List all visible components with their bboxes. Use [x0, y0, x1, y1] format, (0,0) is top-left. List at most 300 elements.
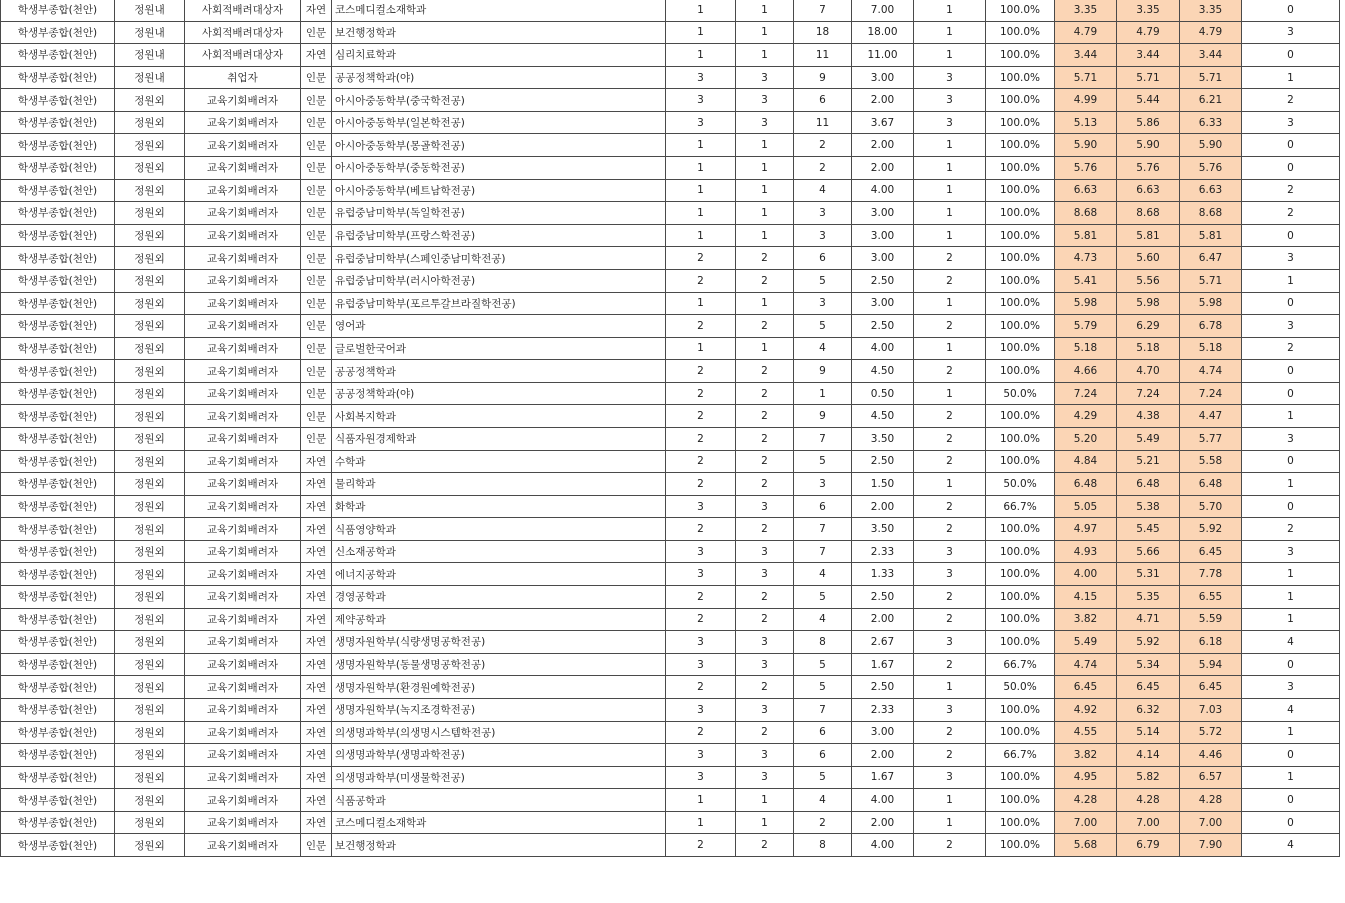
competition-rate-cell[interactable]: 4.50: [852, 405, 914, 428]
category-cell[interactable]: 교육기회배려자: [185, 518, 301, 541]
waitlist-cell[interactable]: 4: [1242, 834, 1340, 857]
grade-max-cell[interactable]: 4.47: [1180, 405, 1242, 428]
competition-rate-cell[interactable]: 2.50: [852, 450, 914, 473]
recruit-count-cell[interactable]: 2: [736, 315, 794, 338]
grade-avg-cell[interactable]: 7.00: [1117, 811, 1180, 834]
enrolled-cell[interactable]: 3: [914, 766, 986, 789]
grade-max-cell[interactable]: 6.78: [1180, 315, 1242, 338]
field-cell[interactable]: 자연: [301, 789, 332, 812]
field-cell[interactable]: 인문: [301, 179, 332, 202]
recruit-count-cell[interactable]: 1: [736, 789, 794, 812]
applicants-cell[interactable]: 3: [794, 292, 852, 315]
category-cell[interactable]: 교육기회배려자: [185, 473, 301, 496]
department-cell[interactable]: 의생명과학부(생명과학전공): [332, 744, 666, 767]
enroll-rate-cell[interactable]: 100.0%: [986, 269, 1055, 292]
recruit-count-cell[interactable]: 1: [736, 337, 794, 360]
quota-count-cell[interactable]: 2: [666, 247, 736, 270]
enrolled-cell[interactable]: 1: [914, 21, 986, 44]
recruit-count-cell[interactable]: 3: [736, 563, 794, 586]
recruit-count-cell[interactable]: 3: [736, 111, 794, 134]
applicants-cell[interactable]: 7: [794, 540, 852, 563]
quota-cell[interactable]: 정원외: [115, 179, 185, 202]
recruit-count-cell[interactable]: 1: [736, 44, 794, 67]
quota-count-cell[interactable]: 1: [666, 202, 736, 225]
applicants-cell[interactable]: 9: [794, 66, 852, 89]
field-cell[interactable]: 자연: [301, 473, 332, 496]
applicants-cell[interactable]: 3: [794, 473, 852, 496]
applicants-cell[interactable]: 7: [794, 0, 852, 21]
grade-avg-cell[interactable]: 5.34: [1117, 653, 1180, 676]
grade-max-cell[interactable]: 6.21: [1180, 89, 1242, 112]
enrolled-cell[interactable]: 3: [914, 540, 986, 563]
enroll-rate-cell[interactable]: 100.0%: [986, 66, 1055, 89]
field-cell[interactable]: 인문: [301, 269, 332, 292]
waitlist-cell[interactable]: 1: [1242, 586, 1340, 609]
grade-max-cell[interactable]: 3.35: [1180, 0, 1242, 21]
field-cell[interactable]: 인문: [301, 224, 332, 247]
enroll-rate-cell[interactable]: 50.0%: [986, 676, 1055, 699]
field-cell[interactable]: 인문: [301, 247, 332, 270]
grade-avg-cell[interactable]: 4.70: [1117, 360, 1180, 383]
grade-avg-cell[interactable]: 5.44: [1117, 89, 1180, 112]
field-cell[interactable]: 인문: [301, 405, 332, 428]
applicants-cell[interactable]: 11: [794, 44, 852, 67]
quota-cell[interactable]: 정원외: [115, 495, 185, 518]
enrolled-cell[interactable]: 2: [914, 360, 986, 383]
quota-count-cell[interactable]: 1: [666, 811, 736, 834]
grade-max-cell[interactable]: 5.77: [1180, 427, 1242, 450]
grade-max-cell[interactable]: 5.71: [1180, 269, 1242, 292]
grade-max-cell[interactable]: 6.18: [1180, 631, 1242, 654]
quota-count-cell[interactable]: 2: [666, 721, 736, 744]
grade-avg-cell[interactable]: 4.38: [1117, 405, 1180, 428]
competition-rate-cell[interactable]: 7.00: [852, 0, 914, 21]
field-cell[interactable]: 자연: [301, 44, 332, 67]
waitlist-cell[interactable]: 4: [1242, 631, 1340, 654]
admission-type-cell[interactable]: 학생부종합(천안): [1, 315, 115, 338]
category-cell[interactable]: 교육기회배려자: [185, 134, 301, 157]
enroll-rate-cell[interactable]: 100.0%: [986, 608, 1055, 631]
applicants-cell[interactable]: 7: [794, 518, 852, 541]
department-cell[interactable]: 아시아중동학부(일본학전공): [332, 111, 666, 134]
department-cell[interactable]: 생명자원학부(동물생명공학전공): [332, 653, 666, 676]
waitlist-cell[interactable]: 0: [1242, 360, 1340, 383]
enrolled-cell[interactable]: 2: [914, 721, 986, 744]
field-cell[interactable]: 자연: [301, 631, 332, 654]
grade-min-cell[interactable]: 5.13: [1055, 111, 1117, 134]
grade-min-cell[interactable]: 5.68: [1055, 834, 1117, 857]
grade-max-cell[interactable]: 5.71: [1180, 66, 1242, 89]
competition-rate-cell[interactable]: 2.50: [852, 315, 914, 338]
grade-min-cell[interactable]: 4.93: [1055, 540, 1117, 563]
recruit-count-cell[interactable]: 2: [736, 473, 794, 496]
applicants-cell[interactable]: 6: [794, 744, 852, 767]
grade-avg-cell[interactable]: 7.24: [1117, 382, 1180, 405]
waitlist-cell[interactable]: 2: [1242, 202, 1340, 225]
quota-count-cell[interactable]: 1: [666, 292, 736, 315]
quota-count-cell[interactable]: 1: [666, 789, 736, 812]
enroll-rate-cell[interactable]: 100.0%: [986, 586, 1055, 609]
grade-min-cell[interactable]: 3.82: [1055, 608, 1117, 631]
quota-cell[interactable]: 정원외: [115, 698, 185, 721]
enrolled-cell[interactable]: 2: [914, 269, 986, 292]
grade-max-cell[interactable]: 4.79: [1180, 21, 1242, 44]
grade-max-cell[interactable]: 6.63: [1180, 179, 1242, 202]
admission-type-cell[interactable]: 학생부종합(천안): [1, 382, 115, 405]
grade-avg-cell[interactable]: 4.71: [1117, 608, 1180, 631]
quota-count-cell[interactable]: 2: [666, 834, 736, 857]
grade-max-cell[interactable]: 5.59: [1180, 608, 1242, 631]
waitlist-cell[interactable]: 1: [1242, 608, 1340, 631]
recruit-count-cell[interactable]: 1: [736, 224, 794, 247]
grade-min-cell[interactable]: 7.24: [1055, 382, 1117, 405]
waitlist-cell[interactable]: 0: [1242, 134, 1340, 157]
enrolled-cell[interactable]: 1: [914, 134, 986, 157]
grade-min-cell[interactable]: 5.71: [1055, 66, 1117, 89]
quota-count-cell[interactable]: 3: [666, 495, 736, 518]
category-cell[interactable]: 교육기회배려자: [185, 427, 301, 450]
quota-cell[interactable]: 정원외: [115, 540, 185, 563]
quota-cell[interactable]: 정원외: [115, 811, 185, 834]
competition-rate-cell[interactable]: 11.00: [852, 44, 914, 67]
applicants-cell[interactable]: 5: [794, 450, 852, 473]
grade-avg-cell[interactable]: 5.66: [1117, 540, 1180, 563]
grade-avg-cell[interactable]: 6.48: [1117, 473, 1180, 496]
grade-min-cell[interactable]: 5.76: [1055, 157, 1117, 180]
field-cell[interactable]: 자연: [301, 0, 332, 21]
category-cell[interactable]: 교육기회배려자: [185, 495, 301, 518]
waitlist-cell[interactable]: 4: [1242, 698, 1340, 721]
quota-cell[interactable]: 정원외: [115, 157, 185, 180]
quota-cell[interactable]: 정원외: [115, 360, 185, 383]
grade-min-cell[interactable]: 4.55: [1055, 721, 1117, 744]
category-cell[interactable]: 교육기회배려자: [185, 653, 301, 676]
waitlist-cell[interactable]: 1: [1242, 405, 1340, 428]
quota-count-cell[interactable]: 1: [666, 21, 736, 44]
department-cell[interactable]: 아시아중동학부(몽골학전공): [332, 134, 666, 157]
enroll-rate-cell[interactable]: 100.0%: [986, 0, 1055, 21]
applicants-cell[interactable]: 6: [794, 721, 852, 744]
quota-cell[interactable]: 정원외: [115, 134, 185, 157]
waitlist-cell[interactable]: 0: [1242, 292, 1340, 315]
waitlist-cell[interactable]: 1: [1242, 563, 1340, 586]
quota-count-cell[interactable]: 2: [666, 315, 736, 338]
grade-avg-cell[interactable]: 5.81: [1117, 224, 1180, 247]
quota-cell[interactable]: 정원외: [115, 337, 185, 360]
department-cell[interactable]: 유럽중남미학부(러시아학전공): [332, 269, 666, 292]
applicants-cell[interactable]: 5: [794, 653, 852, 676]
category-cell[interactable]: 교육기회배려자: [185, 269, 301, 292]
grade-min-cell[interactable]: 3.82: [1055, 744, 1117, 767]
admission-type-cell[interactable]: 학생부종합(천안): [1, 134, 115, 157]
admission-type-cell[interactable]: 학생부종합(천안): [1, 427, 115, 450]
quota-cell[interactable]: 정원외: [115, 766, 185, 789]
enroll-rate-cell[interactable]: 66.7%: [986, 653, 1055, 676]
category-cell[interactable]: 교육기회배려자: [185, 698, 301, 721]
competition-rate-cell[interactable]: 4.00: [852, 179, 914, 202]
enroll-rate-cell[interactable]: 66.7%: [986, 744, 1055, 767]
category-cell[interactable]: 교육기회배려자: [185, 111, 301, 134]
field-cell[interactable]: 인문: [301, 111, 332, 134]
grade-max-cell[interactable]: 3.44: [1180, 44, 1242, 67]
field-cell[interactable]: 인문: [301, 427, 332, 450]
category-cell[interactable]: 교육기회배려자: [185, 766, 301, 789]
grade-avg-cell[interactable]: 3.44: [1117, 44, 1180, 67]
category-cell[interactable]: 교육기회배려자: [185, 834, 301, 857]
grade-min-cell[interactable]: 5.41: [1055, 269, 1117, 292]
applicants-cell[interactable]: 18: [794, 21, 852, 44]
category-cell[interactable]: 교육기회배려자: [185, 586, 301, 609]
applicants-cell[interactable]: 4: [794, 563, 852, 586]
grade-min-cell[interactable]: 6.63: [1055, 179, 1117, 202]
field-cell[interactable]: 자연: [301, 540, 332, 563]
grade-avg-cell[interactable]: 5.86: [1117, 111, 1180, 134]
category-cell[interactable]: 교육기회배려자: [185, 405, 301, 428]
recruit-count-cell[interactable]: 3: [736, 653, 794, 676]
grade-avg-cell[interactable]: 5.14: [1117, 721, 1180, 744]
category-cell[interactable]: 교육기회배려자: [185, 811, 301, 834]
competition-rate-cell[interactable]: 2.50: [852, 269, 914, 292]
grade-avg-cell[interactable]: 5.60: [1117, 247, 1180, 270]
grade-avg-cell[interactable]: 6.29: [1117, 315, 1180, 338]
department-cell[interactable]: 아시아중동학부(중국학전공): [332, 89, 666, 112]
department-cell[interactable]: 경영공학과: [332, 586, 666, 609]
grade-min-cell[interactable]: 5.98: [1055, 292, 1117, 315]
grade-avg-cell[interactable]: 6.45: [1117, 676, 1180, 699]
waitlist-cell[interactable]: 0: [1242, 495, 1340, 518]
category-cell[interactable]: 사회적배려대상자: [185, 21, 301, 44]
grade-min-cell[interactable]: 5.81: [1055, 224, 1117, 247]
grade-max-cell[interactable]: 6.48: [1180, 473, 1242, 496]
waitlist-cell[interactable]: 0: [1242, 224, 1340, 247]
field-cell[interactable]: 자연: [301, 811, 332, 834]
department-cell[interactable]: 식품영양학과: [332, 518, 666, 541]
competition-rate-cell[interactable]: 4.00: [852, 834, 914, 857]
category-cell[interactable]: 교육기회배려자: [185, 202, 301, 225]
department-cell[interactable]: 사회복지학과: [332, 405, 666, 428]
applicants-cell[interactable]: 9: [794, 405, 852, 428]
admission-type-cell[interactable]: 학생부종합(천안): [1, 789, 115, 812]
grade-min-cell[interactable]: 4.99: [1055, 89, 1117, 112]
enrolled-cell[interactable]: 2: [914, 586, 986, 609]
enrolled-cell[interactable]: 3: [914, 89, 986, 112]
quota-count-cell[interactable]: 2: [666, 473, 736, 496]
recruit-count-cell[interactable]: 1: [736, 21, 794, 44]
quota-count-cell[interactable]: 2: [666, 360, 736, 383]
enrolled-cell[interactable]: 1: [914, 676, 986, 699]
admission-type-cell[interactable]: 학생부종합(천안): [1, 473, 115, 496]
grade-max-cell[interactable]: 5.94: [1180, 653, 1242, 676]
grade-max-cell[interactable]: 5.70: [1180, 495, 1242, 518]
enroll-rate-cell[interactable]: 100.0%: [986, 360, 1055, 383]
category-cell[interactable]: 교육기회배려자: [185, 157, 301, 180]
waitlist-cell[interactable]: 0: [1242, 44, 1340, 67]
recruit-count-cell[interactable]: 2: [736, 360, 794, 383]
grade-min-cell[interactable]: 7.00: [1055, 811, 1117, 834]
quota-cell[interactable]: 정원외: [115, 269, 185, 292]
competition-rate-cell[interactable]: 3.00: [852, 202, 914, 225]
field-cell[interactable]: 인문: [301, 360, 332, 383]
department-cell[interactable]: 의생명과학부(미생물학전공): [332, 766, 666, 789]
quota-count-cell[interactable]: 2: [666, 586, 736, 609]
admission-type-cell[interactable]: 학생부종합(천안): [1, 450, 115, 473]
department-cell[interactable]: 생명자원학부(녹지조경학전공): [332, 698, 666, 721]
waitlist-cell[interactable]: 1: [1242, 721, 1340, 744]
field-cell[interactable]: 자연: [301, 653, 332, 676]
recruit-count-cell[interactable]: 1: [736, 202, 794, 225]
quota-count-cell[interactable]: 3: [666, 111, 736, 134]
category-cell[interactable]: 교육기회배려자: [185, 540, 301, 563]
admission-type-cell[interactable]: 학생부종합(천안): [1, 811, 115, 834]
admission-type-cell[interactable]: 학생부종합(천안): [1, 247, 115, 270]
enroll-rate-cell[interactable]: 100.0%: [986, 292, 1055, 315]
admission-type-cell[interactable]: 학생부종합(천안): [1, 360, 115, 383]
competition-rate-cell[interactable]: 2.33: [852, 540, 914, 563]
grade-avg-cell[interactable]: 4.14: [1117, 744, 1180, 767]
grade-avg-cell[interactable]: 5.38: [1117, 495, 1180, 518]
waitlist-cell[interactable]: 2: [1242, 518, 1340, 541]
enrolled-cell[interactable]: 2: [914, 744, 986, 767]
competition-rate-cell[interactable]: 1.33: [852, 563, 914, 586]
department-cell[interactable]: 보건행정학과: [332, 834, 666, 857]
recruit-count-cell[interactable]: 2: [736, 834, 794, 857]
enrolled-cell[interactable]: 1: [914, 202, 986, 225]
applicants-cell[interactable]: 5: [794, 766, 852, 789]
field-cell[interactable]: 인문: [301, 315, 332, 338]
competition-rate-cell[interactable]: 2.00: [852, 89, 914, 112]
enroll-rate-cell[interactable]: 100.0%: [986, 89, 1055, 112]
grade-max-cell[interactable]: 4.74: [1180, 360, 1242, 383]
competition-rate-cell[interactable]: 1.50: [852, 473, 914, 496]
quota-cell[interactable]: 정원외: [115, 586, 185, 609]
department-cell[interactable]: 영어과: [332, 315, 666, 338]
grade-max-cell[interactable]: 7.78: [1180, 563, 1242, 586]
quota-count-cell[interactable]: 3: [666, 698, 736, 721]
grade-avg-cell[interactable]: 6.32: [1117, 698, 1180, 721]
recruit-count-cell[interactable]: 1: [736, 292, 794, 315]
grade-avg-cell[interactable]: 5.98: [1117, 292, 1180, 315]
enrolled-cell[interactable]: 3: [914, 698, 986, 721]
enrolled-cell[interactable]: 1: [914, 292, 986, 315]
admission-type-cell[interactable]: 학생부종합(천안): [1, 89, 115, 112]
applicants-cell[interactable]: 6: [794, 247, 852, 270]
department-cell[interactable]: 물리학과: [332, 473, 666, 496]
quota-cell[interactable]: 정원내: [115, 21, 185, 44]
quota-cell[interactable]: 정원외: [115, 744, 185, 767]
field-cell[interactable]: 자연: [301, 698, 332, 721]
enroll-rate-cell[interactable]: 100.0%: [986, 315, 1055, 338]
field-cell[interactable]: 자연: [301, 766, 332, 789]
waitlist-cell[interactable]: 3: [1242, 676, 1340, 699]
admission-type-cell[interactable]: 학생부종합(천안): [1, 563, 115, 586]
department-cell[interactable]: 코스메디컬소재학과: [332, 0, 666, 21]
enroll-rate-cell[interactable]: 100.0%: [986, 789, 1055, 812]
quota-cell[interactable]: 정원외: [115, 405, 185, 428]
grade-min-cell[interactable]: 4.29: [1055, 405, 1117, 428]
category-cell[interactable]: 사회적배려대상자: [185, 44, 301, 67]
grade-max-cell[interactable]: 5.81: [1180, 224, 1242, 247]
waitlist-cell[interactable]: 1: [1242, 473, 1340, 496]
admission-type-cell[interactable]: 학생부종합(천안): [1, 766, 115, 789]
waitlist-cell[interactable]: 2: [1242, 89, 1340, 112]
enroll-rate-cell[interactable]: 100.0%: [986, 518, 1055, 541]
competition-rate-cell[interactable]: 1.67: [852, 653, 914, 676]
competition-rate-cell[interactable]: 4.00: [852, 789, 914, 812]
quota-count-cell[interactable]: 1: [666, 44, 736, 67]
applicants-cell[interactable]: 5: [794, 586, 852, 609]
category-cell[interactable]: 교육기회배려자: [185, 789, 301, 812]
department-cell[interactable]: 식품공학과: [332, 789, 666, 812]
quota-cell[interactable]: 정원외: [115, 292, 185, 315]
quota-cell[interactable]: 정원외: [115, 518, 185, 541]
category-cell[interactable]: 교육기회배려자: [185, 563, 301, 586]
waitlist-cell[interactable]: 2: [1242, 337, 1340, 360]
quota-cell[interactable]: 정원외: [115, 676, 185, 699]
quota-cell[interactable]: 정원외: [115, 789, 185, 812]
department-cell[interactable]: 식품자원경제학과: [332, 427, 666, 450]
grade-max-cell[interactable]: 7.00: [1180, 811, 1242, 834]
category-cell[interactable]: 교육기회배려자: [185, 631, 301, 654]
enroll-rate-cell[interactable]: 100.0%: [986, 450, 1055, 473]
waitlist-cell[interactable]: 0: [1242, 811, 1340, 834]
field-cell[interactable]: 인문: [301, 382, 332, 405]
grade-max-cell[interactable]: 6.47: [1180, 247, 1242, 270]
applicants-cell[interactable]: 4: [794, 789, 852, 812]
admission-type-cell[interactable]: 학생부종합(천안): [1, 518, 115, 541]
competition-rate-cell[interactable]: 2.00: [852, 744, 914, 767]
category-cell[interactable]: 교육기회배려자: [185, 360, 301, 383]
enrolled-cell[interactable]: 2: [914, 315, 986, 338]
applicants-cell[interactable]: 1: [794, 382, 852, 405]
quota-count-cell[interactable]: 3: [666, 631, 736, 654]
department-cell[interactable]: 신소재공학과: [332, 540, 666, 563]
competition-rate-cell[interactable]: 2.50: [852, 586, 914, 609]
applicants-cell[interactable]: 11: [794, 111, 852, 134]
department-cell[interactable]: 아시아중동학부(베트남학전공): [332, 179, 666, 202]
enrolled-cell[interactable]: 2: [914, 427, 986, 450]
grade-avg-cell[interactable]: 5.82: [1117, 766, 1180, 789]
grade-max-cell[interactable]: 6.55: [1180, 586, 1242, 609]
quota-cell[interactable]: 정원외: [115, 202, 185, 225]
enrolled-cell[interactable]: 1: [914, 473, 986, 496]
waitlist-cell[interactable]: 0: [1242, 157, 1340, 180]
enrolled-cell[interactable]: 2: [914, 405, 986, 428]
enroll-rate-cell[interactable]: 66.7%: [986, 495, 1055, 518]
grade-max-cell[interactable]: 6.45: [1180, 676, 1242, 699]
grade-min-cell[interactable]: 4.66: [1055, 360, 1117, 383]
grade-avg-cell[interactable]: 3.35: [1117, 0, 1180, 21]
enrolled-cell[interactable]: 3: [914, 563, 986, 586]
department-cell[interactable]: 심리치료학과: [332, 44, 666, 67]
grade-min-cell[interactable]: 4.74: [1055, 653, 1117, 676]
quota-cell[interactable]: 정원외: [115, 563, 185, 586]
admission-type-cell[interactable]: 학생부종합(천안): [1, 202, 115, 225]
quota-count-cell[interactable]: 3: [666, 653, 736, 676]
field-cell[interactable]: 인문: [301, 292, 332, 315]
grade-avg-cell[interactable]: 5.31: [1117, 563, 1180, 586]
field-cell[interactable]: 인문: [301, 202, 332, 225]
grade-max-cell[interactable]: 7.03: [1180, 698, 1242, 721]
enrolled-cell[interactable]: 2: [914, 608, 986, 631]
recruit-count-cell[interactable]: 3: [736, 66, 794, 89]
grade-min-cell[interactable]: 3.44: [1055, 44, 1117, 67]
competition-rate-cell[interactable]: 4.00: [852, 337, 914, 360]
enrolled-cell[interactable]: 3: [914, 66, 986, 89]
recruit-count-cell[interactable]: 2: [736, 608, 794, 631]
quota-count-cell[interactable]: 2: [666, 269, 736, 292]
department-cell[interactable]: 생명자원학부(환경원예학전공): [332, 676, 666, 699]
enroll-rate-cell[interactable]: 100.0%: [986, 247, 1055, 270]
